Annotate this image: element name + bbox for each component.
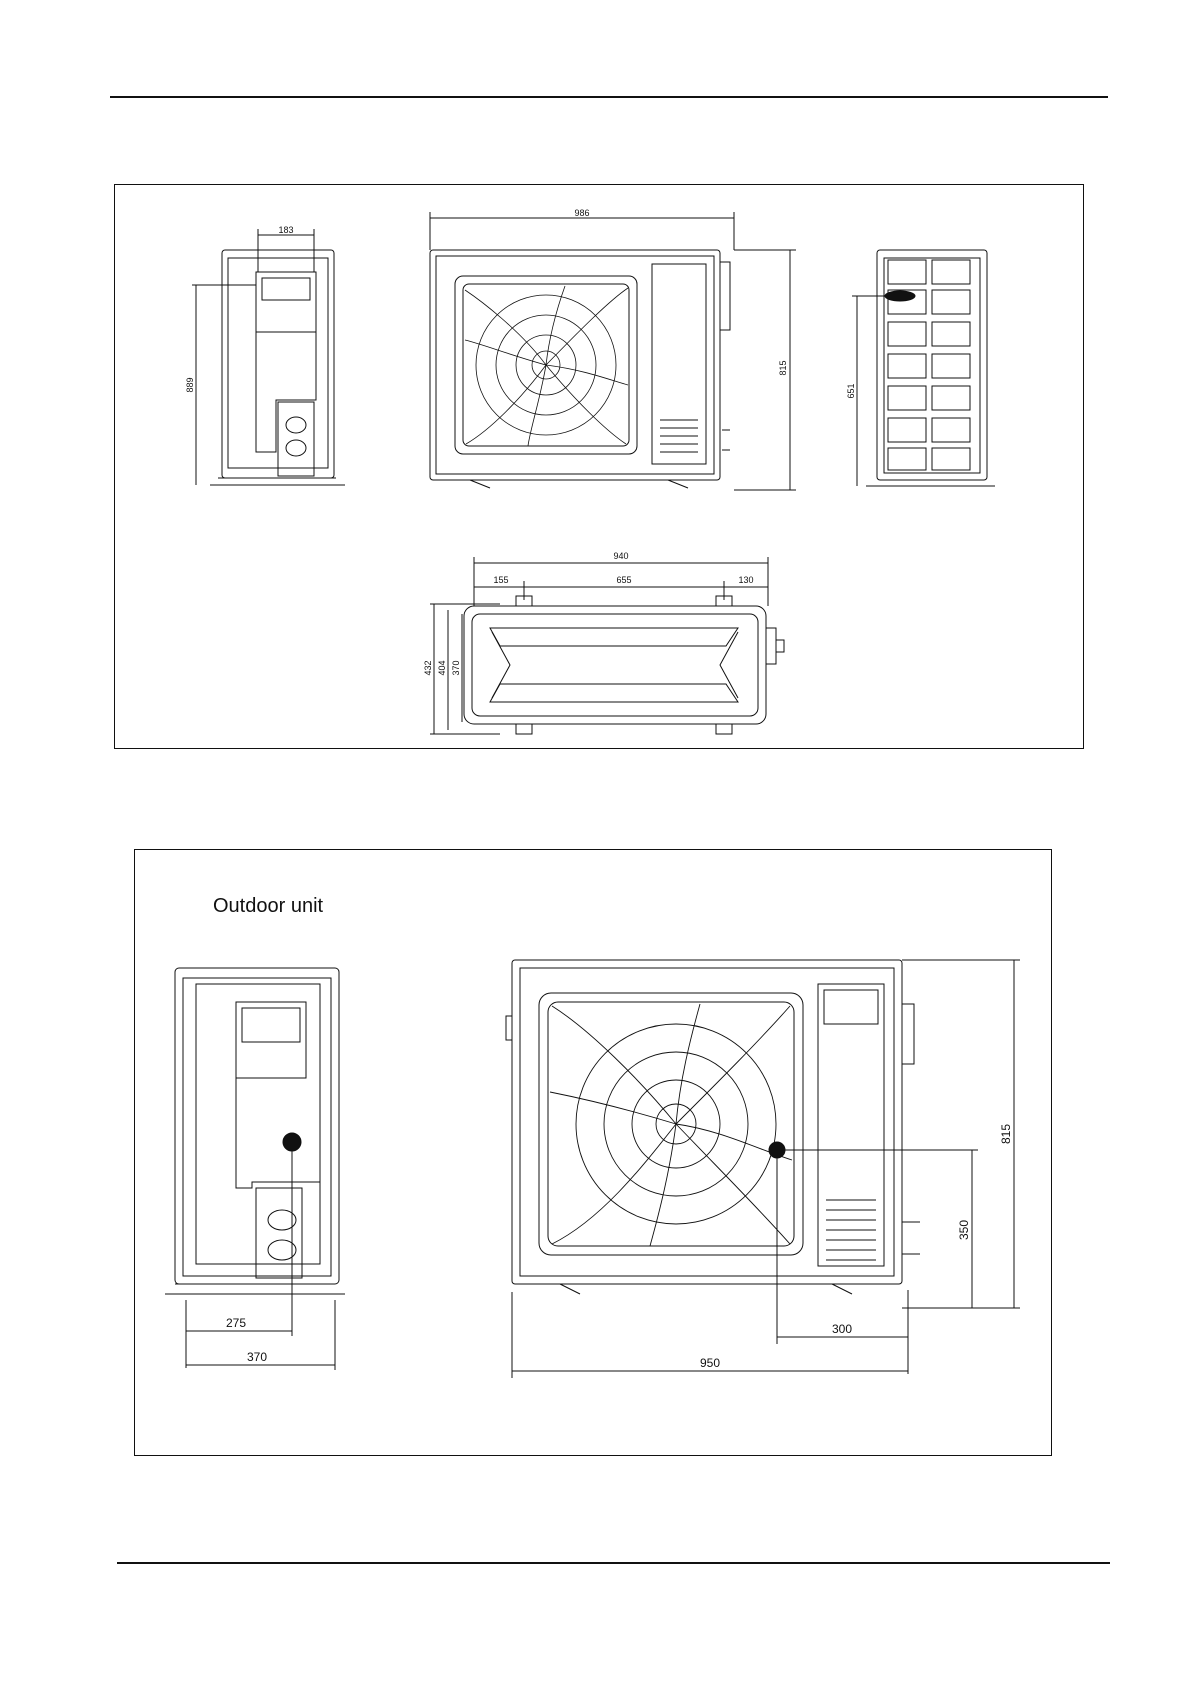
dim-side-width: 183 [278, 225, 294, 235]
dim-depth-1: 432 [423, 660, 433, 676]
dim-top-right: 130 [738, 575, 754, 585]
dim-side-275: 275 [225, 1316, 247, 1330]
front-view-2 [506, 960, 1020, 1378]
side-view-1 [192, 229, 345, 485]
dim-front-300: 300 [831, 1322, 853, 1336]
dim-front-815: 815 [999, 1123, 1013, 1145]
dim-side-height: 889 [185, 377, 195, 393]
side-view-3 [165, 968, 345, 1370]
dim-front-width: 986 [574, 208, 590, 218]
dim-depth-2: 404 [437, 660, 447, 676]
dim-depth-3: 370 [451, 660, 461, 676]
outdoor-unit-title: Outdoor unit [213, 895, 324, 917]
dim-front-350: 350 [957, 1219, 971, 1241]
dim-top-middle: 655 [616, 575, 632, 585]
dim-top-overall: 940 [613, 551, 629, 561]
top-view-1 [430, 557, 784, 734]
dim-top-left: 155 [493, 575, 509, 585]
dim-front-height: 815 [778, 360, 788, 376]
dim-side-370: 370 [246, 1350, 268, 1364]
dim-front-950: 950 [699, 1356, 721, 1370]
dim-right-height: 651 [846, 383, 856, 399]
front-view-1 [430, 212, 796, 490]
side-view-2 [852, 250, 995, 486]
